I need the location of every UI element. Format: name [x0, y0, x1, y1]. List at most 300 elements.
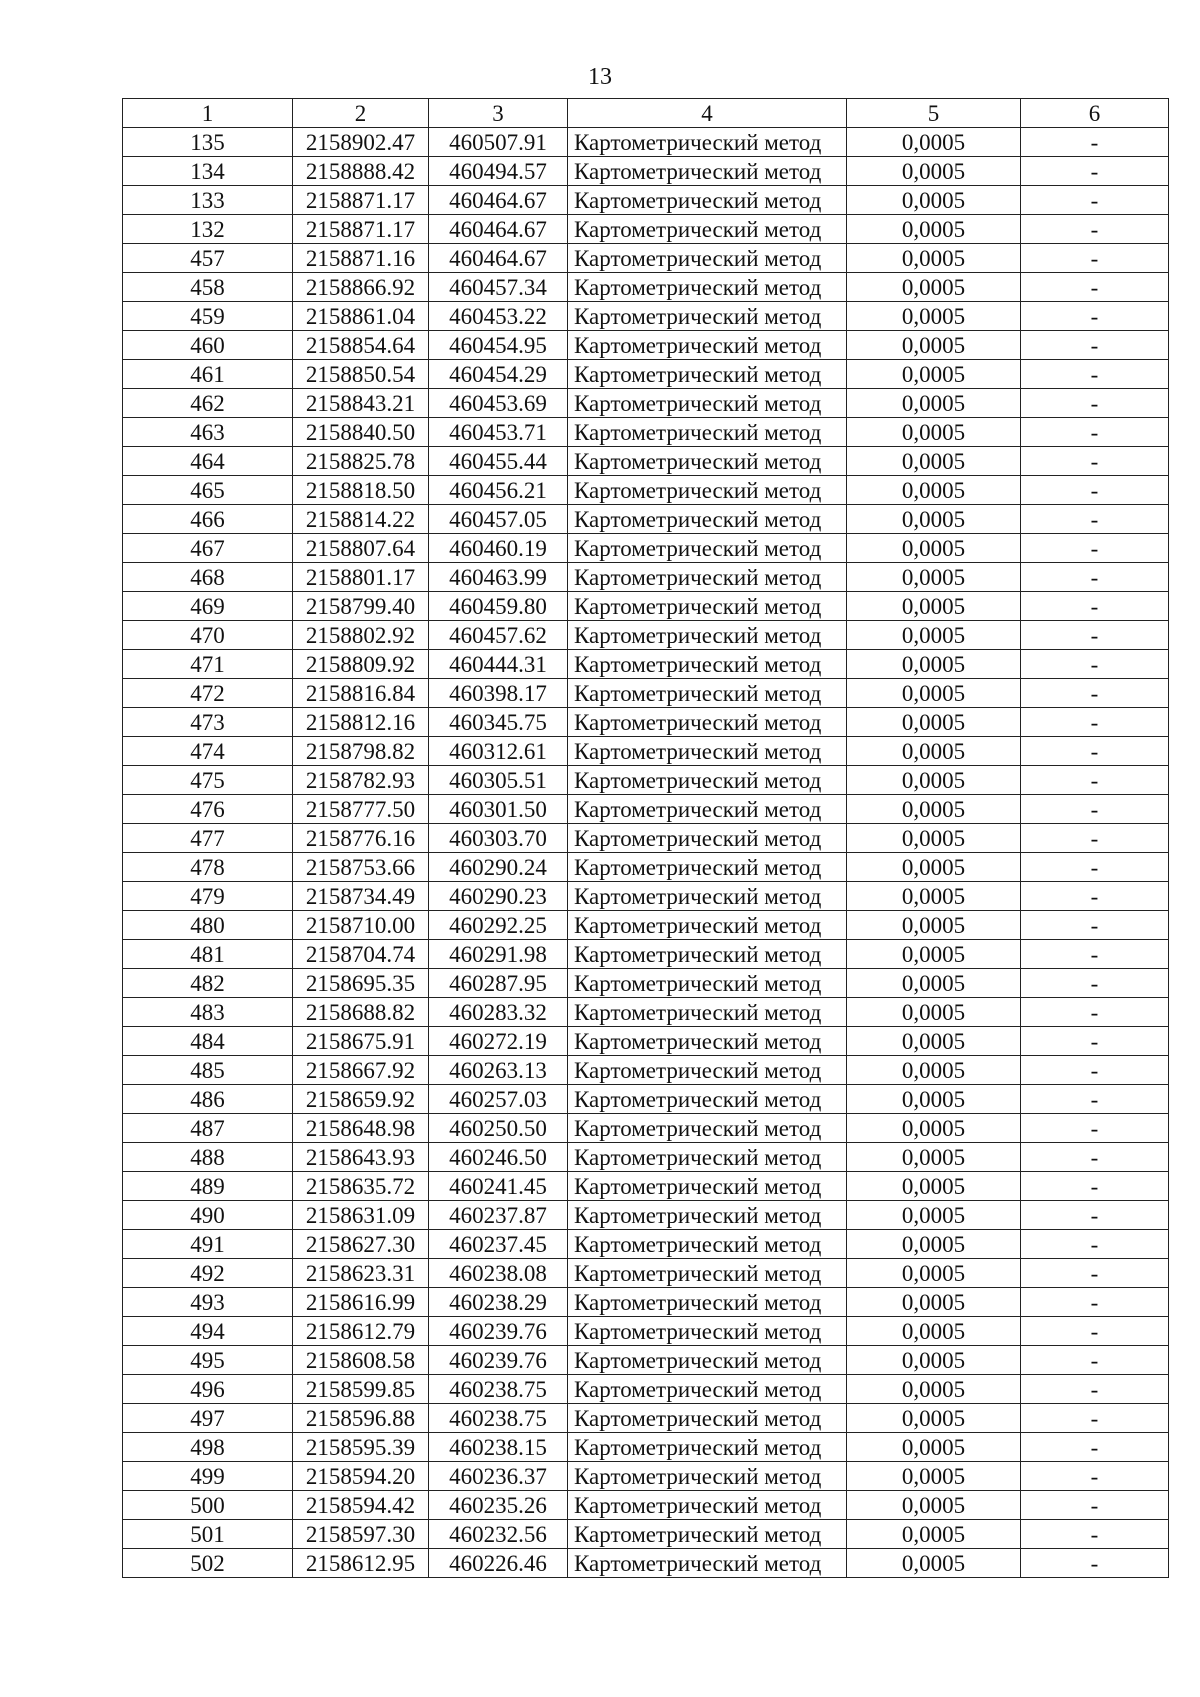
table-row	[123, 186, 1169, 215]
point-number-cell: 132	[123, 215, 293, 244]
method-cell: Картометрический метод	[568, 1114, 847, 1143]
y-coordinate-cell: 460460.19	[429, 534, 568, 563]
note-cell: -	[1021, 418, 1169, 447]
method-cell: Картометрический метод	[568, 563, 847, 592]
x-coordinate-cell: 2158799.40	[293, 592, 429, 621]
point-number-cell: 489	[123, 1172, 293, 1201]
method-cell: Картометрический метод	[568, 505, 847, 534]
x-coordinate-cell: 2158840.50	[293, 418, 429, 447]
note-cell: -	[1021, 1143, 1169, 1172]
x-coordinate-cell: 2158801.17	[293, 563, 429, 592]
accuracy-cell: 0,0005	[847, 853, 1021, 882]
accuracy-cell: 0,0005	[847, 824, 1021, 853]
x-coordinate-cell: 2158643.93	[293, 1143, 429, 1172]
y-coordinate-cell: 460457.34	[429, 273, 568, 302]
note-cell: -	[1021, 795, 1169, 824]
table-row	[123, 215, 1169, 244]
table-row	[123, 534, 1169, 563]
point-number-cell: 479	[123, 882, 293, 911]
table-row	[123, 1317, 1169, 1346]
point-number-cell: 478	[123, 853, 293, 882]
accuracy-cell: 0,0005	[847, 969, 1021, 998]
accuracy-cell: 0,0005	[847, 1259, 1021, 1288]
point-number-cell: 497	[123, 1404, 293, 1433]
point-number-cell: 462	[123, 389, 293, 418]
method-cell: Картометрический метод	[568, 1085, 847, 1114]
y-coordinate-cell: 460290.23	[429, 882, 568, 911]
y-coordinate-cell: 460239.76	[429, 1317, 568, 1346]
y-coordinate-cell: 460272.19	[429, 1027, 568, 1056]
accuracy-cell: 0,0005	[847, 1172, 1021, 1201]
x-coordinate-cell: 2158818.50	[293, 476, 429, 505]
note-cell: -	[1021, 592, 1169, 621]
note-cell: -	[1021, 824, 1169, 853]
accuracy-cell: 0,0005	[847, 1375, 1021, 1404]
note-cell: -	[1021, 1288, 1169, 1317]
note-cell: -	[1021, 998, 1169, 1027]
point-number-cell: 496	[123, 1375, 293, 1404]
x-coordinate-cell: 2158704.74	[293, 940, 429, 969]
note-cell: -	[1021, 621, 1169, 650]
y-coordinate-cell: 460457.05	[429, 505, 568, 534]
accuracy-cell: 0,0005	[847, 418, 1021, 447]
accuracy-cell: 0,0005	[847, 186, 1021, 215]
method-cell: Картометрический метод	[568, 650, 847, 679]
table-row	[123, 998, 1169, 1027]
accuracy-cell: 0,0005	[847, 737, 1021, 766]
table-row	[123, 1491, 1169, 1520]
method-cell: Картометрический метод	[568, 418, 847, 447]
note-cell: -	[1021, 244, 1169, 273]
accuracy-cell: 0,0005	[847, 1462, 1021, 1491]
accuracy-cell: 0,0005	[847, 1404, 1021, 1433]
point-number-cell: 470	[123, 621, 293, 650]
accuracy-cell: 0,0005	[847, 302, 1021, 331]
note-cell: -	[1021, 1346, 1169, 1375]
header-col-4: 4	[568, 99, 847, 128]
method-cell: Картометрический метод	[568, 1491, 847, 1520]
x-coordinate-cell: 2158688.82	[293, 998, 429, 1027]
table-row	[123, 418, 1169, 447]
accuracy-cell: 0,0005	[847, 360, 1021, 389]
y-coordinate-cell: 460453.71	[429, 418, 568, 447]
header-col-5: 5	[847, 99, 1021, 128]
method-cell: Картометрический метод	[568, 592, 847, 621]
point-number-cell: 459	[123, 302, 293, 331]
table-row	[123, 1346, 1169, 1375]
y-coordinate-cell: 460345.75	[429, 708, 568, 737]
table-row	[123, 1172, 1169, 1201]
method-cell: Картометрический метод	[568, 882, 847, 911]
note-cell: -	[1021, 447, 1169, 476]
point-number-cell: 464	[123, 447, 293, 476]
point-number-cell: 481	[123, 940, 293, 969]
y-coordinate-cell: 460454.95	[429, 331, 568, 360]
table-row	[123, 621, 1169, 650]
x-coordinate-cell: 2158861.04	[293, 302, 429, 331]
table-row	[123, 1230, 1169, 1259]
header-col-6: 6	[1021, 99, 1169, 128]
y-coordinate-cell: 460494.57	[429, 157, 568, 186]
method-cell: Картометрический метод	[568, 1520, 847, 1549]
y-coordinate-cell: 460444.31	[429, 650, 568, 679]
table-row	[123, 795, 1169, 824]
table-row	[123, 882, 1169, 911]
x-coordinate-cell: 2158710.00	[293, 911, 429, 940]
table-row	[123, 1201, 1169, 1230]
y-coordinate-cell: 460290.24	[429, 853, 568, 882]
accuracy-cell: 0,0005	[847, 679, 1021, 708]
table-row	[123, 389, 1169, 418]
x-coordinate-cell: 2158594.42	[293, 1491, 429, 1520]
method-cell: Картометрический метод	[568, 1433, 847, 1462]
x-coordinate-cell: 2158631.09	[293, 1201, 429, 1230]
accuracy-cell: 0,0005	[847, 1114, 1021, 1143]
y-coordinate-cell: 460312.61	[429, 737, 568, 766]
point-number-cell: 133	[123, 186, 293, 215]
note-cell: -	[1021, 534, 1169, 563]
point-number-cell: 500	[123, 1491, 293, 1520]
point-number-cell: 463	[123, 418, 293, 447]
accuracy-cell: 0,0005	[847, 1491, 1021, 1520]
y-coordinate-cell: 460464.67	[429, 186, 568, 215]
x-coordinate-cell: 2158812.16	[293, 708, 429, 737]
x-coordinate-cell: 2158594.20	[293, 1462, 429, 1491]
table-row	[123, 911, 1169, 940]
x-coordinate-cell: 2158825.78	[293, 447, 429, 476]
y-coordinate-cell: 460239.76	[429, 1346, 568, 1375]
x-coordinate-cell: 2158667.92	[293, 1056, 429, 1085]
y-coordinate-cell: 460250.50	[429, 1114, 568, 1143]
point-number-cell: 491	[123, 1230, 293, 1259]
method-cell: Картометрический метод	[568, 1056, 847, 1085]
table-row	[123, 1027, 1169, 1056]
y-coordinate-cell: 460283.32	[429, 998, 568, 1027]
point-number-cell: 477	[123, 824, 293, 853]
accuracy-cell: 0,0005	[847, 128, 1021, 157]
accuracy-cell: 0,0005	[847, 766, 1021, 795]
y-coordinate-cell: 460453.69	[429, 389, 568, 418]
note-cell: -	[1021, 1462, 1169, 1491]
accuracy-cell: 0,0005	[847, 882, 1021, 911]
x-coordinate-cell: 2158695.35	[293, 969, 429, 998]
accuracy-cell: 0,0005	[847, 1317, 1021, 1346]
accuracy-cell: 0,0005	[847, 273, 1021, 302]
note-cell: -	[1021, 157, 1169, 186]
accuracy-cell: 0,0005	[847, 476, 1021, 505]
y-coordinate-cell: 460459.80	[429, 592, 568, 621]
x-coordinate-cell: 2158599.85	[293, 1375, 429, 1404]
note-cell: -	[1021, 273, 1169, 302]
x-coordinate-cell: 2158854.64	[293, 331, 429, 360]
page-number: 13	[588, 64, 612, 90]
x-coordinate-cell: 2158871.16	[293, 244, 429, 273]
y-coordinate-cell: 460507.91	[429, 128, 568, 157]
accuracy-cell: 0,0005	[847, 708, 1021, 737]
header-col-2: 2	[293, 99, 429, 128]
point-number-cell: 472	[123, 679, 293, 708]
y-coordinate-cell: 460235.26	[429, 1491, 568, 1520]
note-cell: -	[1021, 1317, 1169, 1346]
method-cell: Картометрический метод	[568, 1259, 847, 1288]
note-cell: -	[1021, 969, 1169, 998]
method-cell: Картометрический метод	[568, 911, 847, 940]
y-coordinate-cell: 460246.50	[429, 1143, 568, 1172]
x-coordinate-cell: 2158782.93	[293, 766, 429, 795]
x-coordinate-cell: 2158902.47	[293, 128, 429, 157]
table-row	[123, 302, 1169, 331]
accuracy-cell: 0,0005	[847, 1085, 1021, 1114]
point-number-cell: 134	[123, 157, 293, 186]
accuracy-cell: 0,0005	[847, 1433, 1021, 1462]
table-row	[123, 592, 1169, 621]
note-cell: -	[1021, 940, 1169, 969]
method-cell: Картометрический метод	[568, 1143, 847, 1172]
method-cell: Картометрический метод	[568, 853, 847, 882]
point-number-cell: 488	[123, 1143, 293, 1172]
x-coordinate-cell: 2158734.49	[293, 882, 429, 911]
accuracy-cell: 0,0005	[847, 331, 1021, 360]
accuracy-cell: 0,0005	[847, 1520, 1021, 1549]
point-number-cell: 466	[123, 505, 293, 534]
accuracy-cell: 0,0005	[847, 447, 1021, 476]
point-number-cell: 476	[123, 795, 293, 824]
note-cell: -	[1021, 505, 1169, 534]
y-coordinate-cell: 460238.75	[429, 1375, 568, 1404]
table-row	[123, 505, 1169, 534]
y-coordinate-cell: 460301.50	[429, 795, 568, 824]
method-cell: Картометрический метод	[568, 1462, 847, 1491]
table-row	[123, 1375, 1169, 1404]
y-coordinate-cell: 460287.95	[429, 969, 568, 998]
x-coordinate-cell: 2158809.92	[293, 650, 429, 679]
table-row	[123, 1549, 1169, 1578]
method-cell: Картометрический метод	[568, 1317, 847, 1346]
accuracy-cell: 0,0005	[847, 1143, 1021, 1172]
y-coordinate-cell: 460456.21	[429, 476, 568, 505]
y-coordinate-cell: 460238.15	[429, 1433, 568, 1462]
table-row	[123, 969, 1169, 998]
y-coordinate-cell: 460463.99	[429, 563, 568, 592]
accuracy-cell: 0,0005	[847, 940, 1021, 969]
note-cell: -	[1021, 1172, 1169, 1201]
table-row	[123, 737, 1169, 766]
table-row	[123, 1114, 1169, 1143]
y-coordinate-cell: 460457.62	[429, 621, 568, 650]
header-col-3: 3	[429, 99, 568, 128]
accuracy-cell: 0,0005	[847, 1056, 1021, 1085]
accuracy-cell: 0,0005	[847, 1027, 1021, 1056]
point-number-cell: 493	[123, 1288, 293, 1317]
method-cell: Картометрический метод	[568, 998, 847, 1027]
accuracy-cell: 0,0005	[847, 621, 1021, 650]
note-cell: -	[1021, 1056, 1169, 1085]
x-coordinate-cell: 2158850.54	[293, 360, 429, 389]
method-cell: Картометрический метод	[568, 1549, 847, 1578]
y-coordinate-cell: 460305.51	[429, 766, 568, 795]
x-coordinate-cell: 2158776.16	[293, 824, 429, 853]
method-cell: Картометрический метод	[568, 331, 847, 360]
point-number-cell: 469	[123, 592, 293, 621]
method-cell: Картометрический метод	[568, 1201, 847, 1230]
point-number-cell: 471	[123, 650, 293, 679]
method-cell: Картометрический метод	[568, 273, 847, 302]
y-coordinate-cell: 460238.08	[429, 1259, 568, 1288]
accuracy-cell: 0,0005	[847, 1288, 1021, 1317]
point-number-cell: 483	[123, 998, 293, 1027]
point-number-cell: 473	[123, 708, 293, 737]
method-cell: Картометрический метод	[568, 302, 847, 331]
x-coordinate-cell: 2158635.72	[293, 1172, 429, 1201]
x-coordinate-cell: 2158648.98	[293, 1114, 429, 1143]
x-coordinate-cell: 2158753.66	[293, 853, 429, 882]
method-cell: Картометрический метод	[568, 128, 847, 157]
note-cell: -	[1021, 360, 1169, 389]
method-cell: Картометрический метод	[568, 1027, 847, 1056]
table-row	[123, 273, 1169, 302]
note-cell: -	[1021, 1433, 1169, 1462]
y-coordinate-cell: 460303.70	[429, 824, 568, 853]
method-cell: Картометрический метод	[568, 1172, 847, 1201]
table-row	[123, 940, 1169, 969]
note-cell: -	[1021, 389, 1169, 418]
note-cell: -	[1021, 650, 1169, 679]
x-coordinate-cell: 2158802.92	[293, 621, 429, 650]
method-cell: Картометрический метод	[568, 824, 847, 853]
table-row	[123, 766, 1169, 795]
table-row	[123, 360, 1169, 389]
table-row	[123, 447, 1169, 476]
y-coordinate-cell: 460236.37	[429, 1462, 568, 1491]
point-number-cell: 498	[123, 1433, 293, 1462]
header-col-1: 1	[123, 99, 293, 128]
point-number-cell: 502	[123, 1549, 293, 1578]
note-cell: -	[1021, 708, 1169, 737]
y-coordinate-cell: 460238.75	[429, 1404, 568, 1433]
y-coordinate-cell: 460454.29	[429, 360, 568, 389]
x-coordinate-cell: 2158798.82	[293, 737, 429, 766]
note-cell: -	[1021, 1520, 1169, 1549]
note-cell: -	[1021, 737, 1169, 766]
y-coordinate-cell: 460453.22	[429, 302, 568, 331]
point-number-cell: 460	[123, 331, 293, 360]
table-row	[123, 1259, 1169, 1288]
x-coordinate-cell: 2158807.64	[293, 534, 429, 563]
accuracy-cell: 0,0005	[847, 215, 1021, 244]
note-cell: -	[1021, 563, 1169, 592]
method-cell: Картометрический метод	[568, 795, 847, 824]
note-cell: -	[1021, 882, 1169, 911]
table-body	[123, 128, 1169, 1578]
accuracy-cell: 0,0005	[847, 1201, 1021, 1230]
note-cell: -	[1021, 1114, 1169, 1143]
x-coordinate-cell: 2158814.22	[293, 505, 429, 534]
method-cell: Картометрический метод	[568, 157, 847, 186]
x-coordinate-cell: 2158616.99	[293, 1288, 429, 1317]
method-cell: Картометрический метод	[568, 621, 847, 650]
x-coordinate-cell: 2158871.17	[293, 215, 429, 244]
table-row	[123, 157, 1169, 186]
table-row	[123, 128, 1169, 157]
table-row	[123, 244, 1169, 273]
y-coordinate-cell: 460464.67	[429, 215, 568, 244]
y-coordinate-cell: 460455.44	[429, 447, 568, 476]
table-row	[123, 1056, 1169, 1085]
accuracy-cell: 0,0005	[847, 795, 1021, 824]
note-cell: -	[1021, 128, 1169, 157]
method-cell: Картометрический метод	[568, 1375, 847, 1404]
y-coordinate-cell: 460398.17	[429, 679, 568, 708]
table-row	[123, 650, 1169, 679]
y-coordinate-cell: 460226.46	[429, 1549, 568, 1578]
y-coordinate-cell: 460241.45	[429, 1172, 568, 1201]
y-coordinate-cell: 460237.45	[429, 1230, 568, 1259]
accuracy-cell: 0,0005	[847, 911, 1021, 940]
point-number-cell: 457	[123, 244, 293, 273]
point-number-cell: 465	[123, 476, 293, 505]
point-number-cell: 501	[123, 1520, 293, 1549]
table-row	[123, 563, 1169, 592]
accuracy-cell: 0,0005	[847, 1230, 1021, 1259]
method-cell: Картометрический метод	[568, 215, 847, 244]
point-number-cell: 135	[123, 128, 293, 157]
point-number-cell: 482	[123, 969, 293, 998]
y-coordinate-cell: 460257.03	[429, 1085, 568, 1114]
point-number-cell: 480	[123, 911, 293, 940]
method-cell: Картометрический метод	[568, 360, 847, 389]
point-number-cell: 494	[123, 1317, 293, 1346]
note-cell: -	[1021, 1375, 1169, 1404]
accuracy-cell: 0,0005	[847, 1346, 1021, 1375]
table-row	[123, 824, 1169, 853]
table-row	[123, 679, 1169, 708]
x-coordinate-cell: 2158777.50	[293, 795, 429, 824]
note-cell: -	[1021, 1027, 1169, 1056]
x-coordinate-cell: 2158608.58	[293, 1346, 429, 1375]
note-cell: -	[1021, 186, 1169, 215]
accuracy-cell: 0,0005	[847, 389, 1021, 418]
note-cell: -	[1021, 476, 1169, 505]
method-cell: Картометрический метод	[568, 447, 847, 476]
point-number-cell: 490	[123, 1201, 293, 1230]
accuracy-cell: 0,0005	[847, 244, 1021, 273]
note-cell: -	[1021, 215, 1169, 244]
table-row	[123, 1288, 1169, 1317]
point-number-cell: 474	[123, 737, 293, 766]
x-coordinate-cell: 2158866.92	[293, 273, 429, 302]
table-row	[123, 853, 1169, 882]
method-cell: Картометрический метод	[568, 476, 847, 505]
table-row	[123, 708, 1169, 737]
point-number-cell: 492	[123, 1259, 293, 1288]
header-row	[123, 99, 1169, 128]
y-coordinate-cell: 460232.56	[429, 1520, 568, 1549]
table-row	[123, 1404, 1169, 1433]
point-number-cell: 495	[123, 1346, 293, 1375]
note-cell: -	[1021, 1259, 1169, 1288]
table-header	[123, 99, 1169, 128]
x-coordinate-cell: 2158596.88	[293, 1404, 429, 1433]
table-row	[123, 331, 1169, 360]
point-number-cell: 468	[123, 563, 293, 592]
y-coordinate-cell: 460238.29	[429, 1288, 568, 1317]
x-coordinate-cell: 2158595.39	[293, 1433, 429, 1462]
table-row	[123, 476, 1169, 505]
method-cell: Картометрический метод	[568, 186, 847, 215]
accuracy-cell: 0,0005	[847, 563, 1021, 592]
point-number-cell: 467	[123, 534, 293, 563]
method-cell: Картометрический метод	[568, 737, 847, 766]
